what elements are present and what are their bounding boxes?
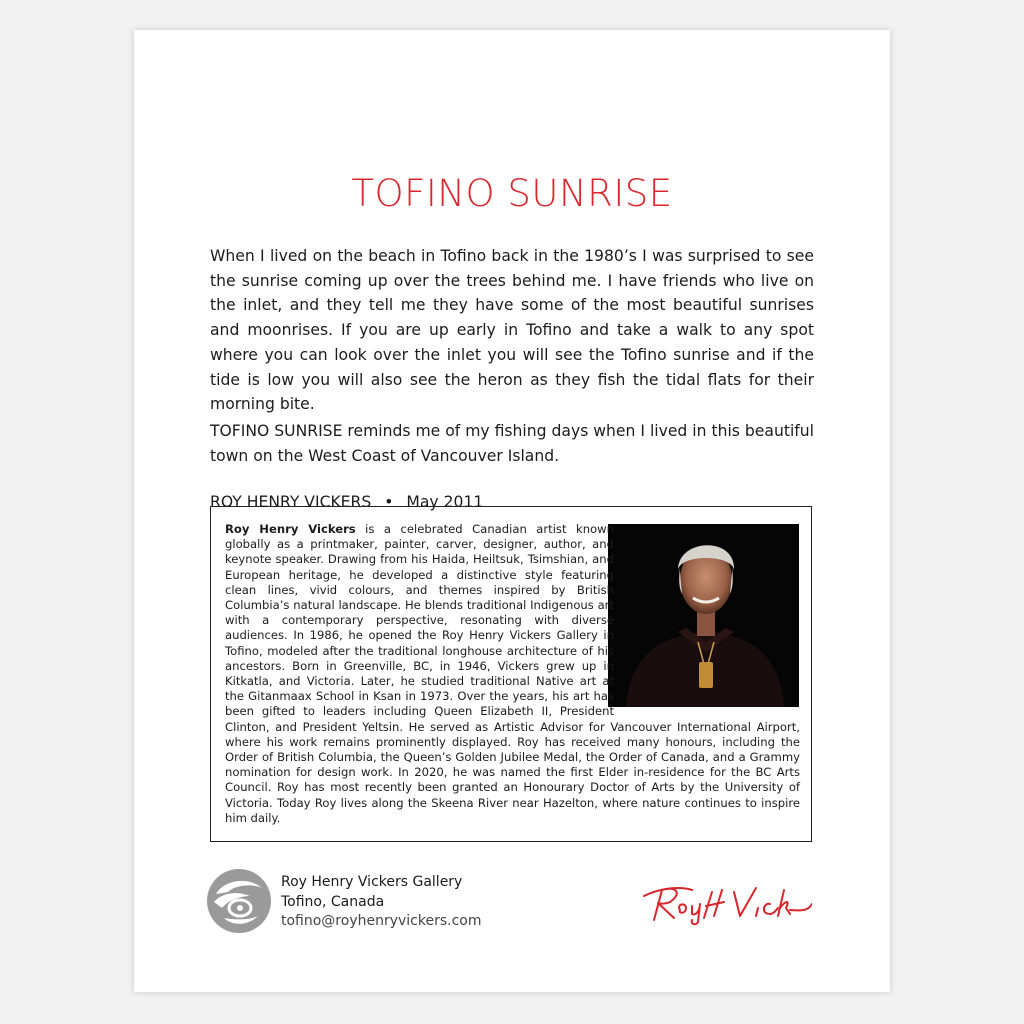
bio-body: is a celebrated Canadian artist known globally as a printmaker, painter, carver, designer, author, and keynote speaker. Drawing from his Haida, Heiltsuk, Tsimshian, and European heritage, he developed a distinctive style featuring clean lines, vivid colours, and themes inspired by British Columbia’s natural landscape. He blends traditional Indigenous art with a contemporary perspective, resonating with diverse audiences. In 1986, he opened the Roy Henry Vickers Gallery in Tofino, modeled after the traditional longhouse architecture of his ancestors. Born in Greenville, BC, in 1946, Vickers grew up in Kitkatla, and Victoria. Later, he studied traditional Native art at the Gitanmaax School in Ksan in 1973. Over the years, his art has been gifted to leaders including Queen Elizabeth II, President Clinton, and President Yeltsin. He served as Artistic Advisor for Vancouver International Airport, where his work remains prominently displayed. Roy has received many honours, including the Order of British Columbia, the Queen’s Golden Jubilee Medal, the Order of Canada, and a Grammy nomination for design work. In 2020, he was named the first Elder in-residence for the BC Arts Council. Roy has most recently been granted an Honourary Doctor of Arts by the University of Victoria. Today Roy lives along the Skeena River near Hazelton, where nature continues to inspire him daily. <box>225 522 800 825</box>
gallery-email: tofino@royhenryvickers.com <box>281 913 482 929</box>
gallery-name: Roy Henry Vickers Gallery <box>281 874 463 890</box>
print-sheet <box>134 30 890 992</box>
gallery-location: Tofino, Canada <box>281 893 385 910</box>
gallery-contact <box>281 873 482 932</box>
story-paragraph-2: TOFINO SUNRISE reminds me of my fishing days when I lived in this beautiful town on the West Coast of Vancouver Island. <box>210 422 814 465</box>
author-name: ROY HENRY VICKERS <box>210 493 372 511</box>
gallery-logo-icon <box>206 868 272 934</box>
date: May 2011 <box>406 493 484 511</box>
separator-bullet: • <box>384 493 394 511</box>
bio-box <box>210 506 812 842</box>
bio-text <box>225 522 800 826</box>
story-paragraph-1: When I lived on the beach in Tofino back in the 1980’s I was surprised to see the sunrise coming up over the trees behind me. I have friends who live on the inlet, and they tell me they have some of the most beautiful sunrises and moonrises. If you are up early in Tofino and take a walk to any spot where you can look over the inlet you will see the Tofino sunrise and if the tide is low you will also see the heron as they fish the tidal flats for their morning bite. <box>210 247 814 414</box>
artist-signature <box>640 882 812 926</box>
page-title: TOFINO SUNRISE <box>351 172 673 215</box>
bio-name: Roy Henry Vickers <box>225 522 356 536</box>
